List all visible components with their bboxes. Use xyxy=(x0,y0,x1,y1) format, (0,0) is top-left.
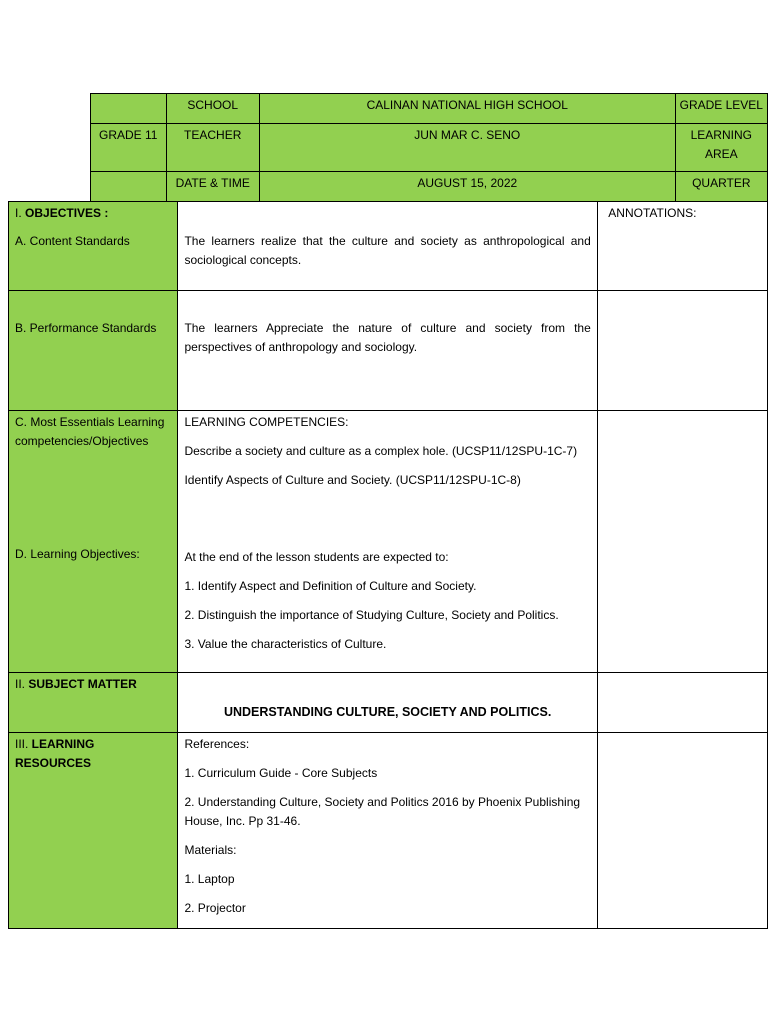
performance-label-cell xyxy=(9,291,178,411)
grade-level-label: GRADE LEVEL xyxy=(675,94,767,124)
learning-objective-item: 3. Value the characteristics of Culture. xyxy=(184,637,387,651)
learning-objective-item: 1. Identify Aspect and Definition of Culture and Society. xyxy=(184,579,477,593)
annotations-label: ANNOTATIONS: xyxy=(608,206,697,220)
school-value: CALINAN NATIONAL HIGH SCHOOL xyxy=(259,94,675,124)
competencies-label-cell xyxy=(9,411,178,673)
learning-objectives-intro: At the end of the lesson students are expected to: xyxy=(184,550,449,564)
resources-title: LEARNING RESOURCES xyxy=(15,737,95,770)
school-label: SCHOOL xyxy=(166,94,259,124)
performance-standards-label: B. Performance Standards xyxy=(15,321,157,335)
content-standards-cell xyxy=(178,202,597,291)
competencies-cell xyxy=(178,411,597,673)
subject-title: UNDERSTANDING CULTURE, SOCIETY AND POLITICS. xyxy=(223,705,552,719)
content-standards-label: A. Content Standards xyxy=(15,234,130,248)
material-item: 1. Laptop xyxy=(184,872,235,886)
subject-matter-title: SUBJECT MATTER xyxy=(28,677,137,691)
content-standards-text: The learners realize that the culture and society as anthropological and sociological concepts. xyxy=(184,234,591,267)
subject-matter-label-cell xyxy=(9,673,178,733)
objectives-prefix: I. xyxy=(15,206,26,220)
performance-standards-cell xyxy=(178,291,597,411)
header-blank-cell xyxy=(91,172,167,202)
annotation-cell xyxy=(597,733,767,929)
melc-label: C. Most Essentials Learning competencies/Objectives xyxy=(15,415,165,448)
material-item: 2. Projector xyxy=(184,901,246,915)
resources-cell xyxy=(178,733,597,929)
performance-standards-text: The learners Appreciate the nature of culture and society from the perspectives of anthropology and sociology. xyxy=(184,321,591,354)
annotations-header-cell xyxy=(597,202,767,291)
references-label: References: xyxy=(184,737,250,751)
materials-label: Materials: xyxy=(184,843,237,857)
competency-item: Identify Aspects of Culture and Society. (UCSP11/12SPU-1C-8) xyxy=(184,473,521,487)
annotation-cell xyxy=(597,673,767,733)
objectives-title: OBJECTIVES : xyxy=(25,206,109,220)
annotation-cell xyxy=(597,291,767,411)
annotation-cell xyxy=(597,411,767,673)
header-table xyxy=(90,93,768,202)
grade-value: GRADE 11 xyxy=(91,124,167,172)
lesson-plan-table xyxy=(8,201,768,929)
date-value: AUGUST 15, 2022 xyxy=(259,172,675,202)
quarter-label: QUARTER xyxy=(675,172,767,202)
header-blank-cell xyxy=(91,94,167,124)
learning-area-label: LEARNING AREA xyxy=(675,124,767,172)
competencies-heading: LEARNING COMPETENCIES: xyxy=(184,415,349,429)
learning-objectives-label: D. Learning Objectives: xyxy=(15,547,140,561)
reference-item: 2. Understanding Culture, Society and Politics 2016 by Phoenix Publishing House, Inc. Pp 31-46. xyxy=(184,795,581,828)
subject-matter-cell xyxy=(178,673,597,733)
objectives-label-cell xyxy=(9,202,178,291)
resources-prefix: III. xyxy=(15,737,32,751)
reference-item: 1. Curriculum Guide - Core Subjects xyxy=(184,766,378,780)
learning-objective-item: 2. Distinguish the importance of Studying Culture, Society and Politics. xyxy=(184,608,559,622)
competency-item: Describe a society and culture as a complex hole. (UCSP11/12SPU-1C-7) xyxy=(184,444,578,458)
date-label: DATE & TIME xyxy=(166,172,259,202)
resources-label-cell xyxy=(9,733,178,929)
teacher-value: JUN MAR C. SENO xyxy=(259,124,675,172)
teacher-label: TEACHER xyxy=(166,124,259,172)
subject-matter-prefix: II. xyxy=(15,677,29,691)
